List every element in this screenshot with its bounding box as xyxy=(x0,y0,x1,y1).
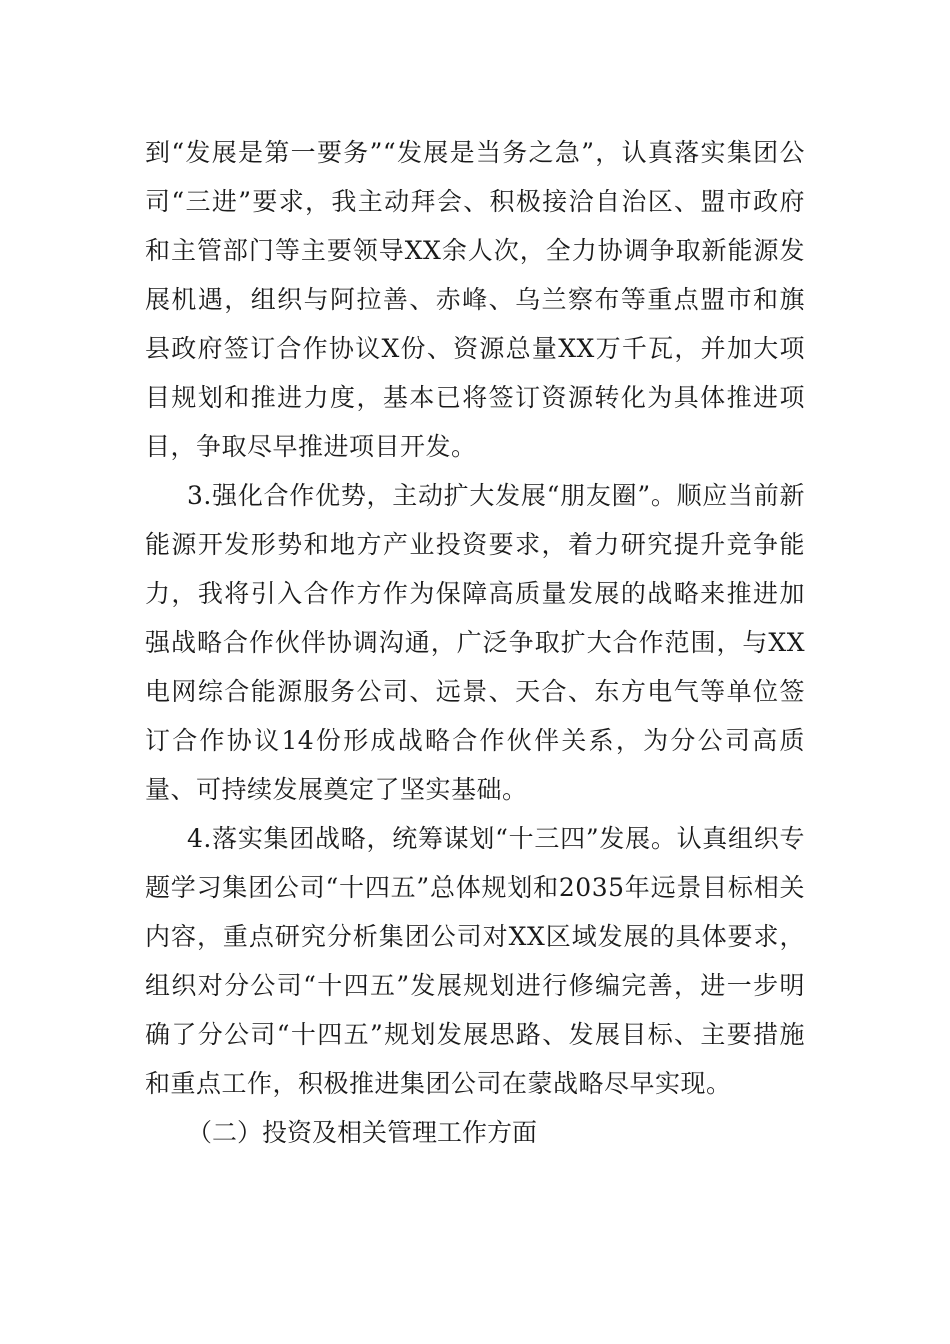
paragraph-group-strategy: 4.落实集团战略，统筹谋划“十三四”发展。认真组织专题学习集团公司“十四五”总体规划和2035年远景目标相关内容，重点研究分析集团公司对XX区域发展的具体要求，组织对分公司“十四五”发展规划进行修编完善，进一步明确了分公司“十四五”规划发展思路、发展目标、主要措施和重点工作，积极推进集团公司在蒙战略尽早实现。 xyxy=(145,824,805,1098)
paragraph-continuation: 到“发展是第一要务”“发展是当务之急”，认真落实集团公司“三进”要求，我主动拜会、积极接洽自治区、盟市政府和主管部门等主要领导XX余人次，全力协调争取新能源发展机遇，组织与阿拉善、赤峰、乌兰察布等重点盟市和旗县政府签订合作协议X份、资源总量XX万千瓦，并加大项目规划和推进力度，基本已将签订资源转化为具体推进项目，争取尽早推进项目开发。 xyxy=(145,138,805,461)
document-body xyxy=(145,128,805,1157)
section-heading-investment: （二）投资及相关管理工作方面 xyxy=(187,1118,538,1147)
paragraph-cooperation: 3.强化合作优势，主动扩大发展“朋友圈”。顺应当前新能源开发形势和地方产业投资要求，着力研究提升竞争能力，我将引入合作方作为保障高质量发展的战略来推进加强战略合作伙伴协调沟通，广泛争取扩大合作范围，与XX电网综合能源服务公司、远景、天合、东方电气等单位签订合作协议14份形成战略合作伙伴关系，为分公司高质量、可持续发展奠定了坚实基础。 xyxy=(145,481,805,804)
